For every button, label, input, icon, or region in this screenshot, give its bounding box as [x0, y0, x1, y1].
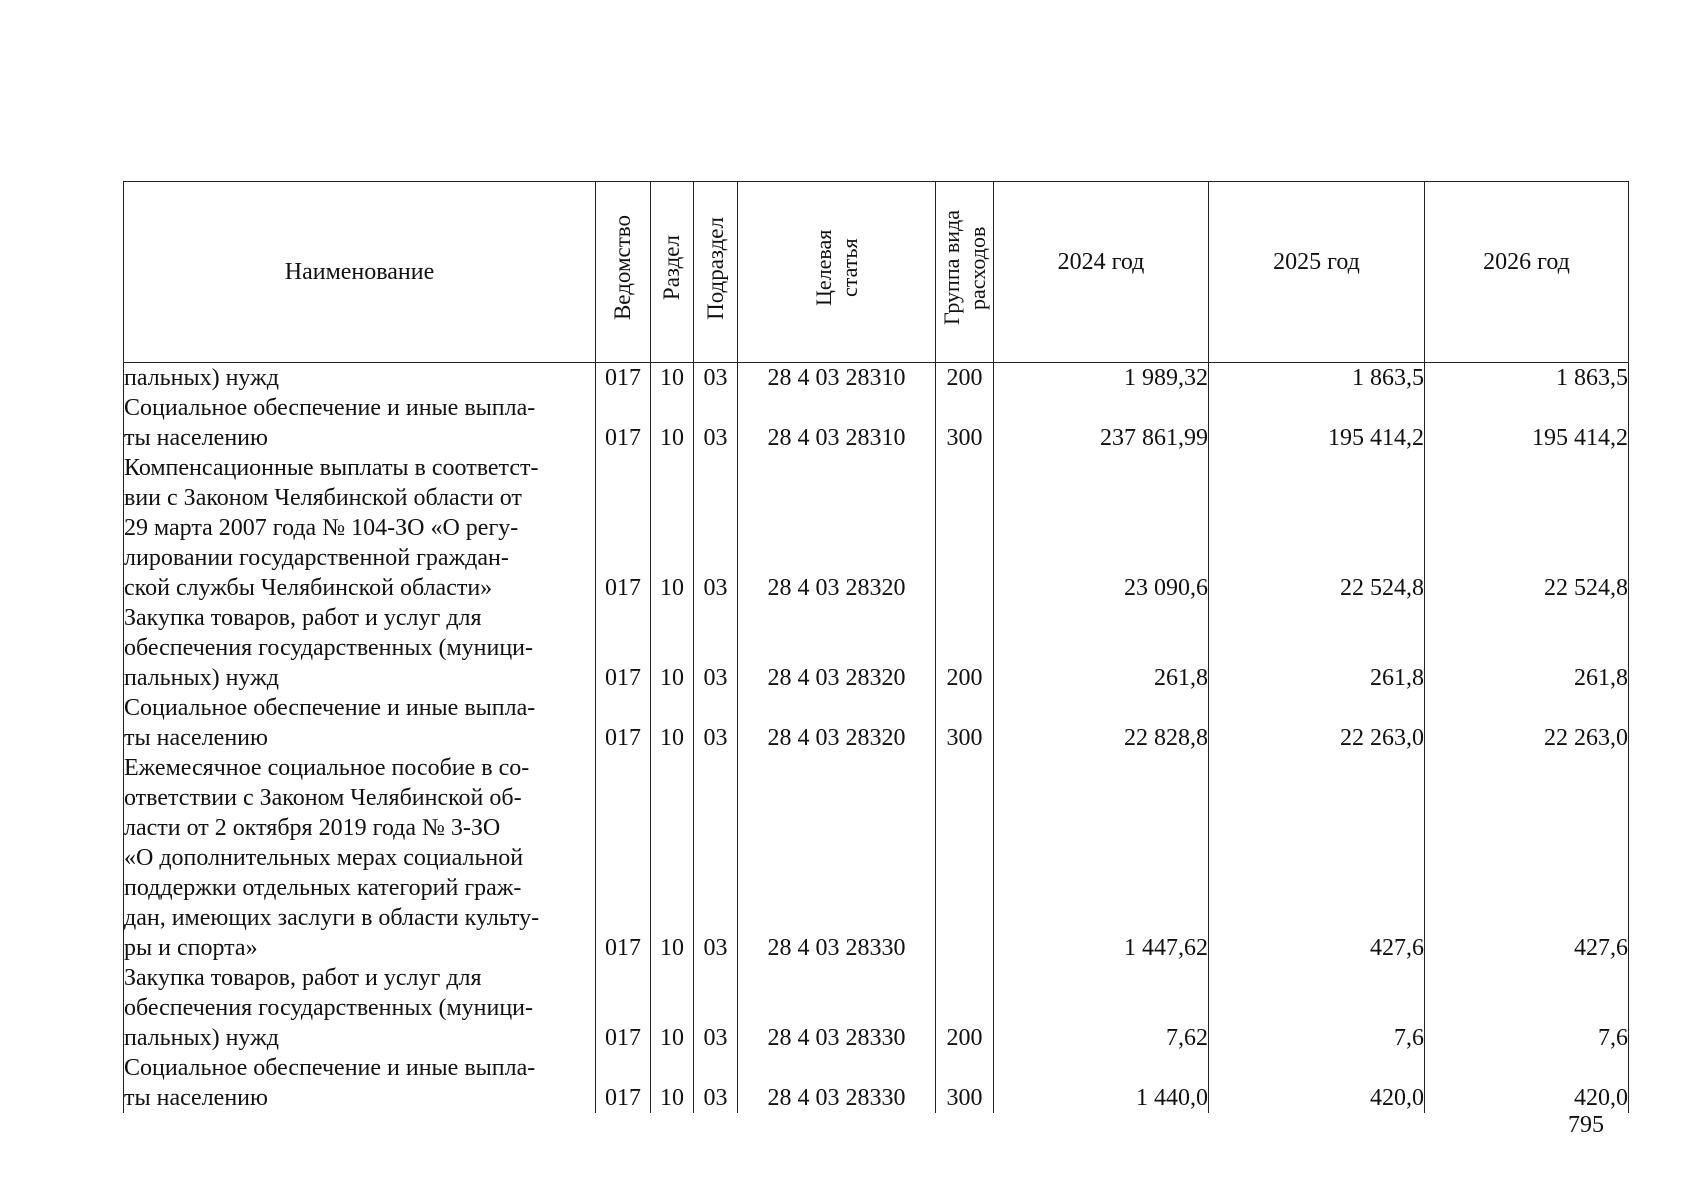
cell-name-line: ты населению [124, 425, 268, 451]
cell-section: 10 [651, 963, 694, 1053]
header-target-line1: Целевая [810, 229, 836, 307]
header-expense-line1: Группа вида [938, 210, 964, 326]
cell-name-line: ответствии с Законом Челябинской об- [124, 785, 522, 811]
cell-subsection: 03 [694, 963, 738, 1053]
cell-2025: 22 263,0 [1209, 693, 1425, 753]
table-row [124, 693, 1629, 753]
cell-name-line: обеспечения государственных (муници- [124, 995, 534, 1021]
cell-name-line: поддержки отдельных категорий граж- [124, 875, 522, 901]
cell-agency: 017 [596, 393, 651, 453]
cell-name-line: Закупка товаров, работ и услуг для [124, 605, 482, 631]
cell-section: 10 [651, 363, 694, 394]
cell-expense-group: 300 [936, 1053, 994, 1113]
cell-agency: 017 [596, 963, 651, 1053]
cell-2024: 1 989,32 [994, 363, 1209, 394]
cell-2024: 23 090,6 [994, 453, 1209, 603]
table-header [124, 182, 1629, 363]
header-subsection-text: Подраздел [702, 216, 728, 320]
header-2025: 2025 год [1209, 182, 1425, 363]
header-target-line2: статья [836, 238, 862, 298]
cell-name-line: лировании государственной граждан- [124, 545, 509, 571]
cell-name-line: дан, имеющих заслуги в области культу- [124, 905, 540, 931]
cell-name [124, 603, 596, 693]
cell-name-line: Закупка товаров, работ и услуг для [124, 965, 482, 991]
cell-2026: 7,6 [1425, 963, 1629, 1053]
cell-agency: 017 [596, 603, 651, 693]
cell-target: 28 4 03 28320 [738, 603, 936, 693]
cell-target: 28 4 03 28330 [738, 753, 936, 963]
cell-name-line: Социальное обеспечение и иные выпла- [124, 1055, 536, 1081]
cell-target: 28 4 03 28330 [738, 963, 936, 1053]
cell-name-line: ласти от 2 октября 2019 года № 3-ЗО [124, 815, 501, 841]
header-expense-text [939, 193, 991, 343]
cell-2025: 1 863,5 [1209, 363, 1425, 394]
cell-2025: 261,8 [1209, 603, 1425, 693]
cell-2026: 261,8 [1425, 603, 1629, 693]
table-body [124, 363, 1629, 1114]
cell-section: 10 [651, 753, 694, 963]
cell-2025: 420,0 [1209, 1053, 1425, 1113]
cell-section: 10 [651, 453, 694, 603]
cell-subsection: 03 [694, 453, 738, 603]
header-target-text [811, 193, 863, 343]
header-target [738, 182, 936, 363]
cell-2026: 195 414,2 [1425, 393, 1629, 453]
cell-expense-group [936, 453, 994, 603]
cell-name-line: Социальное обеспечение и иные выпла- [124, 695, 536, 721]
cell-subsection: 03 [694, 603, 738, 693]
cell-name-line: Компенсационные выплаты в соответст- [124, 455, 539, 481]
cell-subsection: 03 [694, 693, 738, 753]
cell-2024: 237 861,99 [994, 393, 1209, 453]
cell-target: 28 4 03 28320 [738, 693, 936, 753]
cell-name-line: «О дополнительных мерах социальной [124, 845, 524, 871]
cell-name [124, 693, 596, 753]
cell-name [124, 363, 596, 394]
cell-expense-group [936, 753, 994, 963]
cell-target: 28 4 03 28310 [738, 363, 936, 394]
header-2024: 2024 год [994, 182, 1209, 363]
cell-2025: 7,6 [1209, 963, 1425, 1053]
cell-2024: 261,8 [994, 603, 1209, 693]
table-row [124, 963, 1629, 1053]
cell-2026: 427,6 [1425, 753, 1629, 963]
cell-name [124, 753, 596, 963]
cell-2026: 1 863,5 [1425, 363, 1629, 394]
cell-2024: 22 828,8 [994, 693, 1209, 753]
cell-agency: 017 [596, 693, 651, 753]
cell-section: 10 [651, 693, 694, 753]
cell-name [124, 393, 596, 453]
cell-subsection: 03 [694, 363, 738, 394]
cell-subsection: 03 [694, 753, 738, 963]
cell-name-line: ской службы Челябинской области» [124, 575, 493, 601]
cell-expense-group: 200 [936, 963, 994, 1053]
header-expense-line2: расходов [964, 226, 990, 310]
table-row [124, 393, 1629, 453]
header-section-text: Раздел [659, 235, 684, 301]
cell-name-line: пальных) нужд [124, 365, 279, 391]
cell-subsection: 03 [694, 393, 738, 453]
cell-target: 28 4 03 28330 [738, 1053, 936, 1113]
cell-name [124, 963, 596, 1053]
cell-name-line: ты населению [124, 725, 268, 751]
cell-expense-group: 200 [936, 363, 994, 394]
table-row [124, 1053, 1629, 1113]
cell-section: 10 [651, 393, 694, 453]
cell-2025: 427,6 [1209, 753, 1425, 963]
cell-target: 28 4 03 28310 [738, 393, 936, 453]
cell-expense-group: 200 [936, 603, 994, 693]
cell-section: 10 [651, 603, 694, 693]
cell-name [124, 453, 596, 603]
table-row [124, 453, 1629, 603]
cell-name-line: Ежемесячное социальное пособие в со- [124, 755, 530, 781]
cell-2024: 1 447,62 [994, 753, 1209, 963]
cell-2025: 22 524,8 [1209, 453, 1425, 603]
cell-expense-group: 300 [936, 693, 994, 753]
table-row [124, 753, 1629, 963]
header-expense-group [936, 182, 994, 363]
cell-2024: 1 440,0 [994, 1053, 1209, 1113]
cell-agency: 017 [596, 1053, 651, 1113]
header-row [124, 182, 1629, 363]
cell-agency: 017 [596, 453, 651, 603]
header-subsection [694, 182, 738, 363]
cell-name-line: обеспечения государственных (муници- [124, 635, 534, 661]
cell-2025: 195 414,2 [1209, 393, 1425, 453]
cell-subsection: 03 [694, 1053, 738, 1113]
cell-name [124, 1053, 596, 1113]
header-2026: 2026 год [1425, 182, 1629, 363]
cell-expense-group: 300 [936, 393, 994, 453]
table-row [124, 603, 1629, 693]
page-number: 795 [1568, 1112, 1604, 1138]
cell-name-line: 29 марта 2007 года № 104-ЗО «О регу- [124, 515, 519, 541]
header-section [651, 182, 694, 363]
cell-agency: 017 [596, 363, 651, 394]
cell-name-line: пальных) нужд [124, 1025, 279, 1051]
header-agency [596, 182, 651, 363]
table-row [124, 363, 1629, 394]
cell-name-line: ры и спорта» [124, 935, 258, 961]
cell-2026: 22 524,8 [1425, 453, 1629, 603]
cell-agency: 017 [596, 753, 651, 963]
cell-2026: 420,0 [1425, 1053, 1629, 1113]
cell-name-line: Социальное обеспечение и иные выпла- [124, 395, 536, 421]
budget-table [123, 181, 1629, 1113]
header-agency-text: Ведомство [610, 215, 635, 321]
header-name: Наименование [124, 182, 596, 363]
cell-name-line: ты населению [124, 1085, 268, 1111]
cell-2026: 22 263,0 [1425, 693, 1629, 753]
cell-name-line: пальных) нужд [124, 665, 279, 691]
cell-name-line: вии с Законом Челябинской области от [124, 485, 522, 511]
cell-target: 28 4 03 28320 [738, 453, 936, 603]
cell-section: 10 [651, 1053, 694, 1113]
cell-2024: 7,62 [994, 963, 1209, 1053]
